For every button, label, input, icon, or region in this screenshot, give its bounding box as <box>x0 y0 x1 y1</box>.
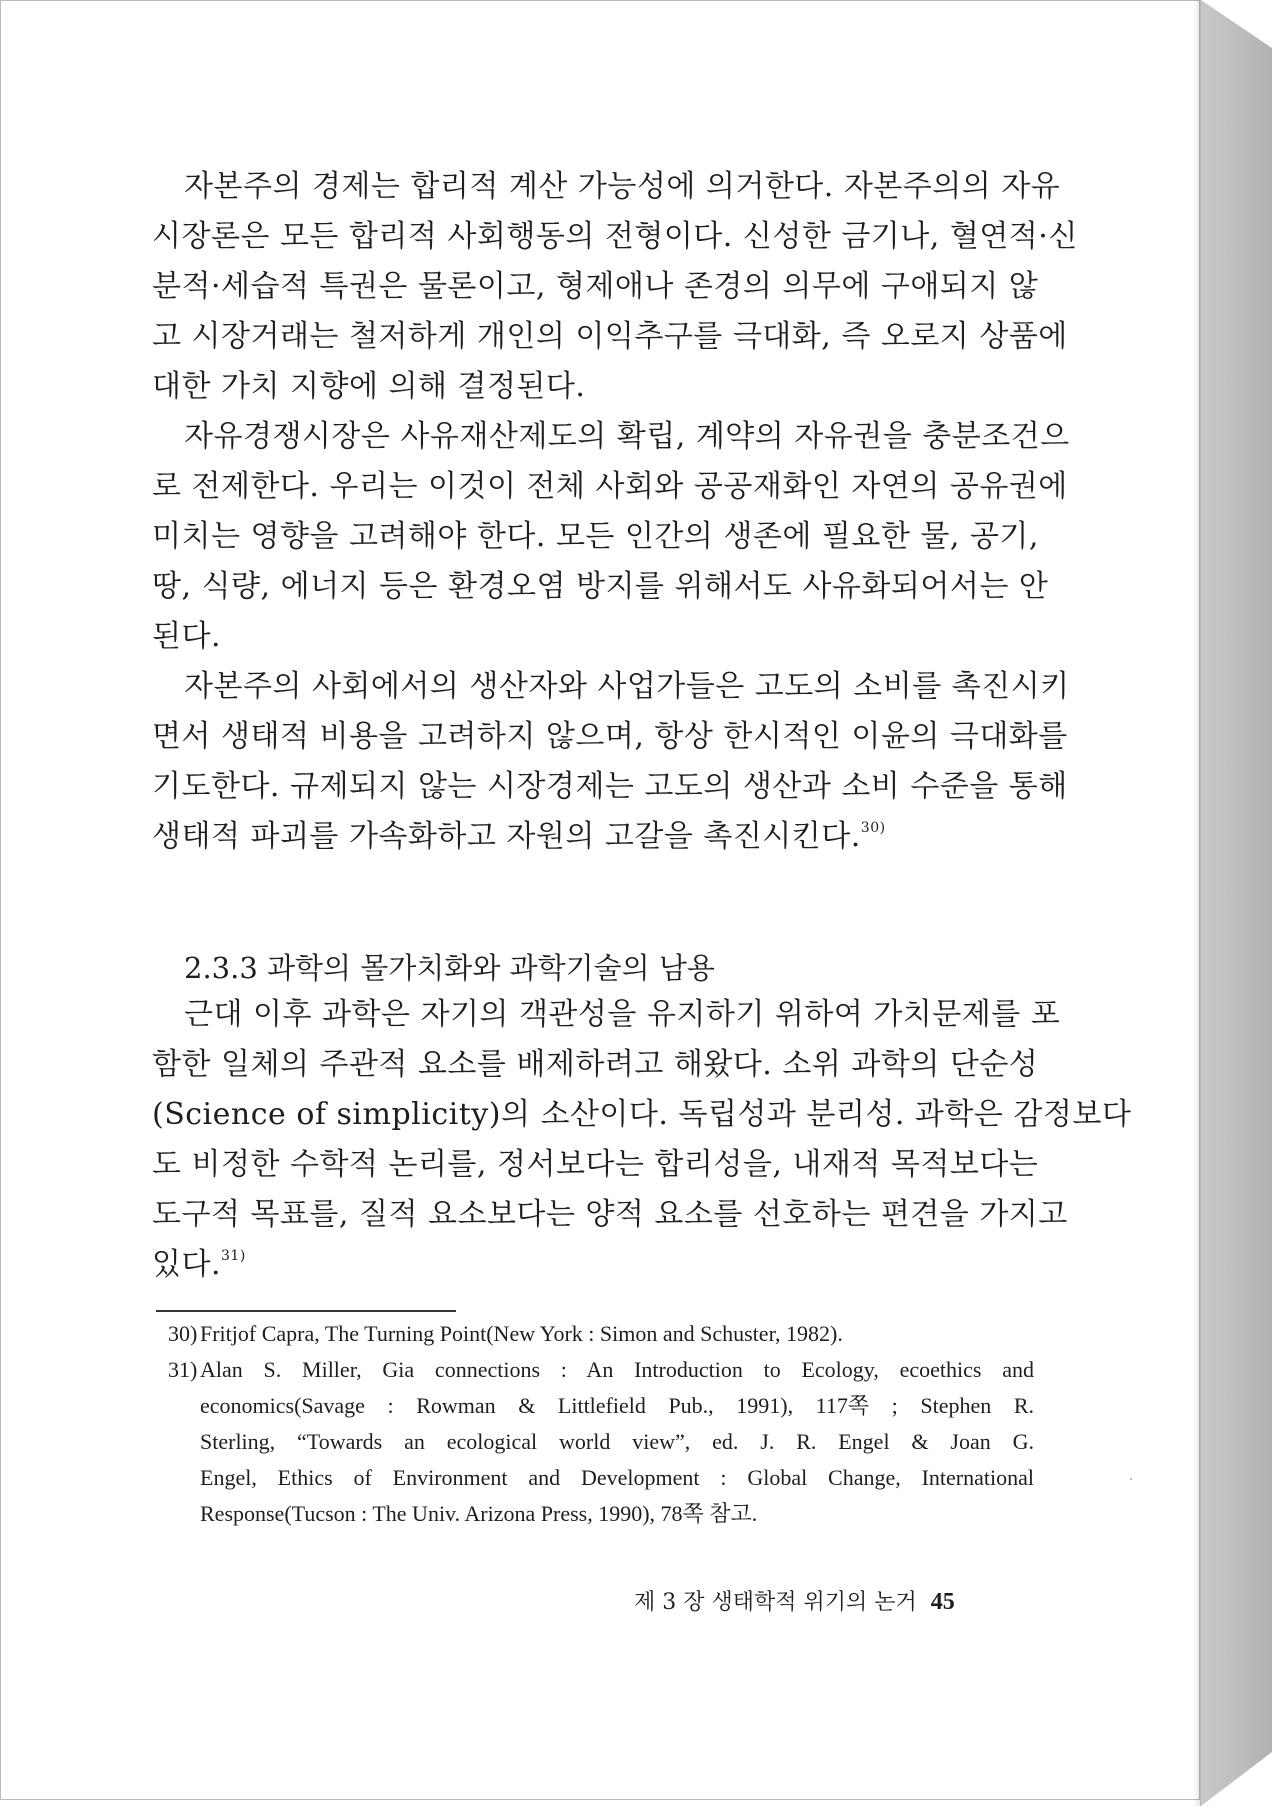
footnote-30 <box>168 1316 1034 1352</box>
body-line: 시장론은 모든 합리적 사회행동의 전형이다. 신성한 금기나, 혈연적·신 <box>152 219 1078 254</box>
footnote-line: Response(Tucson : The Univ. Arizona Press, 1990), 78쪽 참고. <box>200 1501 758 1526</box>
body-line: 자본주의 경제는 합리적 계산 가능성에 의거한다. 자본주의의 자유 <box>184 169 1061 204</box>
body-line: 로 전제한다. 우리는 이것이 전체 사회와 공공재화인 자연의 공유권에 <box>152 469 1068 504</box>
body-line: 대한 가치 지향에 의해 결정된다. <box>152 369 586 404</box>
body-text-section <box>152 990 1132 1290</box>
footnote-ref-31[interactable]: 31) <box>221 1248 246 1264</box>
page-number: 45 <box>930 1589 955 1615</box>
footnote-divider <box>156 1310 456 1312</box>
body-line-text: 생태적 파괴를 가속화하고 자원의 고갈을 촉진시킨다. <box>152 819 861 854</box>
body-line: 고 시장거래는 철저하게 개인의 이익추구를 극대화, 즉 오로지 상품에 <box>152 319 1068 354</box>
body-line-with-ref <box>152 812 1034 862</box>
footnote-line: Sterling, “Towards an ecological world view”, ed. J. R. Engel & Joan G. <box>200 1429 1034 1454</box>
footnote-line: Alan S. Miller, Gia connections : An Introduction to Ecology, ecoethics and <box>200 1357 1034 1382</box>
body-line: 미치는 영향을 고려해야 한다. 모든 인간의 생존에 필요한 물, 공기, <box>152 519 1039 554</box>
footnote-ref-30[interactable]: 30) <box>860 820 886 836</box>
body-line: 분적·세습적 특권은 물론이고, 형제애나 존경의 의무에 구애되지 않 <box>152 269 1039 304</box>
footnote-number: 31) <box>168 1357 198 1382</box>
scan-speck <box>1130 1478 1132 1480</box>
body-line-with-ref <box>152 1240 1034 1290</box>
body-line: (Science of simplicity)의 소산이다. 독립성과 분리성. 과학은 감정보다 <box>152 1097 1132 1132</box>
footnote-line: economics(Savage : Rowman & Littlefield Pub., 1991), 117쪽 ; Stephen R. <box>200 1393 1034 1418</box>
footnote-number: 30) <box>168 1321 198 1346</box>
body-line: 자유경쟁시장은 사유재산제도의 확립, 계약의 자유권을 충분조건으 <box>184 419 1070 454</box>
section-title: 2.3.3 과학의 몰가치화와 과학기술의 남용 <box>184 951 715 985</box>
body-line: 도구적 목표를, 질적 요소보다는 양적 요소를 선호하는 편견을 가지고 <box>152 1197 1068 1232</box>
running-footer <box>634 1586 955 1619</box>
body-line-text: 있다. <box>152 1247 221 1282</box>
body-line: 땅, 식량, 에너지 등은 환경오염 방지를 위해서도 사유화되어서는 안 <box>152 569 1049 604</box>
body-line: 기도한다. 규제되지 않는 시장경제는 고도의 생산과 소비 수준을 통해 <box>152 769 1068 804</box>
body-line: 된다. <box>152 619 221 654</box>
chapter-title: 제 3 장 생태학적 위기의 논거 <box>634 1590 917 1615</box>
body-text <box>152 162 1078 862</box>
book-page-edge <box>1200 0 1272 1806</box>
footnote-31 <box>168 1352 1034 1532</box>
page-edge-shadow <box>1193 0 1201 1806</box>
footnote-line: Engel, Ethics of Environment and Development : Global Change, International <box>200 1465 1034 1490</box>
body-line: 면서 생태적 비용을 고려하지 않으며, 항상 한시적인 이윤의 극대화를 <box>152 719 1068 754</box>
body-line: 함한 일체의 주관적 요소를 배제하려고 해왔다. 소위 과학의 단순성 <box>152 1047 1039 1082</box>
body-line: 자본주의 사회에서의 생산자와 사업가들은 고도의 소비를 촉진시키 <box>184 669 1070 704</box>
body-line: 도 비정한 수학적 논리를, 정서보다는 합리성을, 내재적 목적보다는 <box>152 1147 1039 1182</box>
body-line: 근대 이후 과학은 자기의 객관성을 유지하기 위하여 가치문제를 포 <box>184 997 1061 1032</box>
footnote-line: Fritjof Capra, The Turning Point(New York : Simon and Schuster, 1982). <box>200 1321 843 1346</box>
footnotes <box>168 1316 1034 1532</box>
